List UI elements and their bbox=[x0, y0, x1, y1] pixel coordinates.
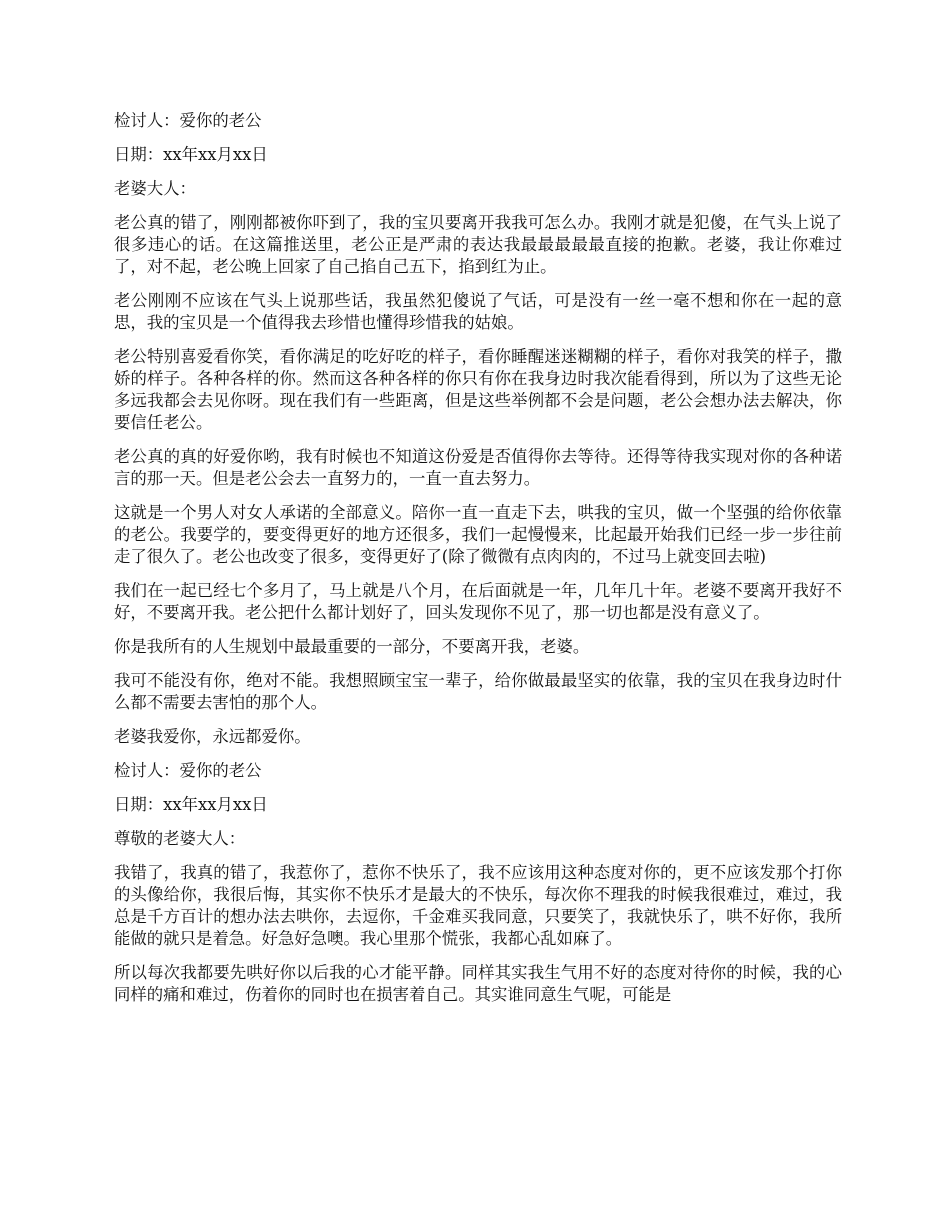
date-line: 日期：xx年xx月xx日 bbox=[114, 795, 268, 814]
date-line: 日期：xx年xx月xx日 bbox=[114, 145, 268, 164]
body-paragraph: 我们在一起已经七个多月了，马上就是八个月，在后面就是一年，几年几十年。老婆不要离开我好不好，不要离开我。老公把什么都计划好了，回头发现你不见了，那一切也都是没有意义了。 bbox=[114, 581, 842, 622]
body-paragraph: 老婆我爱你，永远都爱你。 bbox=[114, 727, 311, 746]
salutation: 老婆大人： bbox=[114, 179, 196, 198]
body-paragraph: 老公刚刚不应该在气头上说那些话，我虽然犯傻说了气话，可是没有一丝一毫不想和你在一起的意思，我的宝贝是一个值得我去珍惜也懂得珍惜我的姑娘。 bbox=[114, 291, 842, 332]
document-body bbox=[114, 110, 842, 1018]
body-paragraph: 我错了，我真的错了，我惹你了，惹你不快乐了，我不应该用这种态度对你的，更不应该发那个打你的头像给你，我很后悔，其实你不快乐才是最大的不快乐，每次你不理我的时候我很难过，难过，我总是千方百计的想办法去哄你，去逗你，千金难买我同意，只要笑了，我就快乐了，哄不好你，我所能做的就只是着急。好急好急噢。我心里那个慌张，我都心乱如麻了。 bbox=[114, 863, 842, 948]
body-paragraph: 所以每次我都要先哄好你以后我的心才能平静。同样其实我生气用不好的态度对待你的时候，我的心同样的痛和难过，伤着你的同时也在损害着自己。其实谁同意生气呢，可能是 bbox=[114, 963, 842, 1004]
body-paragraph: 我可不能没有你，绝对不能。我想照顾宝宝一辈子，给你做最最坚实的依靠，我的宝贝在我身边时什么都不需要去害怕的那个人。 bbox=[114, 671, 842, 712]
body-paragraph: 老公真的真的好爱你哟，我有时候也不知道这份爱是否值得你去等待。还得等待我实现对你的各种诺言的那一天。但是老公会去一直努力的，一直一直去努力。 bbox=[114, 447, 842, 488]
body-paragraph: 这就是一个男人对女人承诺的全部意义。陪你一直一直走下去，哄我的宝贝，做一个坚强的给你依靠的老公。我要学的，要变得更好的地方还很多，我们一起慢慢来，比起最开始我们已经一步一步往前走了很久了。老公也改变了很多，变得更好了(除了微微有点肉肉的，不过马上就变回去啦) bbox=[114, 503, 842, 566]
body-paragraph: 你是我所有的人生规划中最最重要的一部分，不要离开我，老婆。 bbox=[114, 637, 590, 656]
signature-line: 检讨人：爱你的老公 bbox=[114, 111, 262, 130]
body-paragraph: 老公特别喜爱看你笑，看你满足的吃好吃的样子，看你睡醒迷迷糊糊的样子，看你对我笑的样子，撒娇的样子。各种各样的你。然而这各种各样的你只有你在我身边时我次能看得到，所以为了这些无论多远我都会去见你呀。现在我们有一些距离，但是这些举例都不会是问题，老公会想办法去解决，你要信任老公。 bbox=[114, 347, 842, 432]
signature-line: 检讨人：爱你的老公 bbox=[114, 761, 262, 780]
salutation: 尊敬的老婆大人： bbox=[114, 829, 246, 848]
body-paragraph: 老公真的错了，刚刚都被你吓到了，我的宝贝要离开我我可怎么办。我刚才就是犯傻，在气头上说了很多违心的话。在这篇推送里，老公正是严肃的表达我最最最最最直接的抱歉。老婆，我让你难过了，对不起，老公晚上回家了自己掐自己五下，掐到红为止。 bbox=[114, 213, 842, 276]
